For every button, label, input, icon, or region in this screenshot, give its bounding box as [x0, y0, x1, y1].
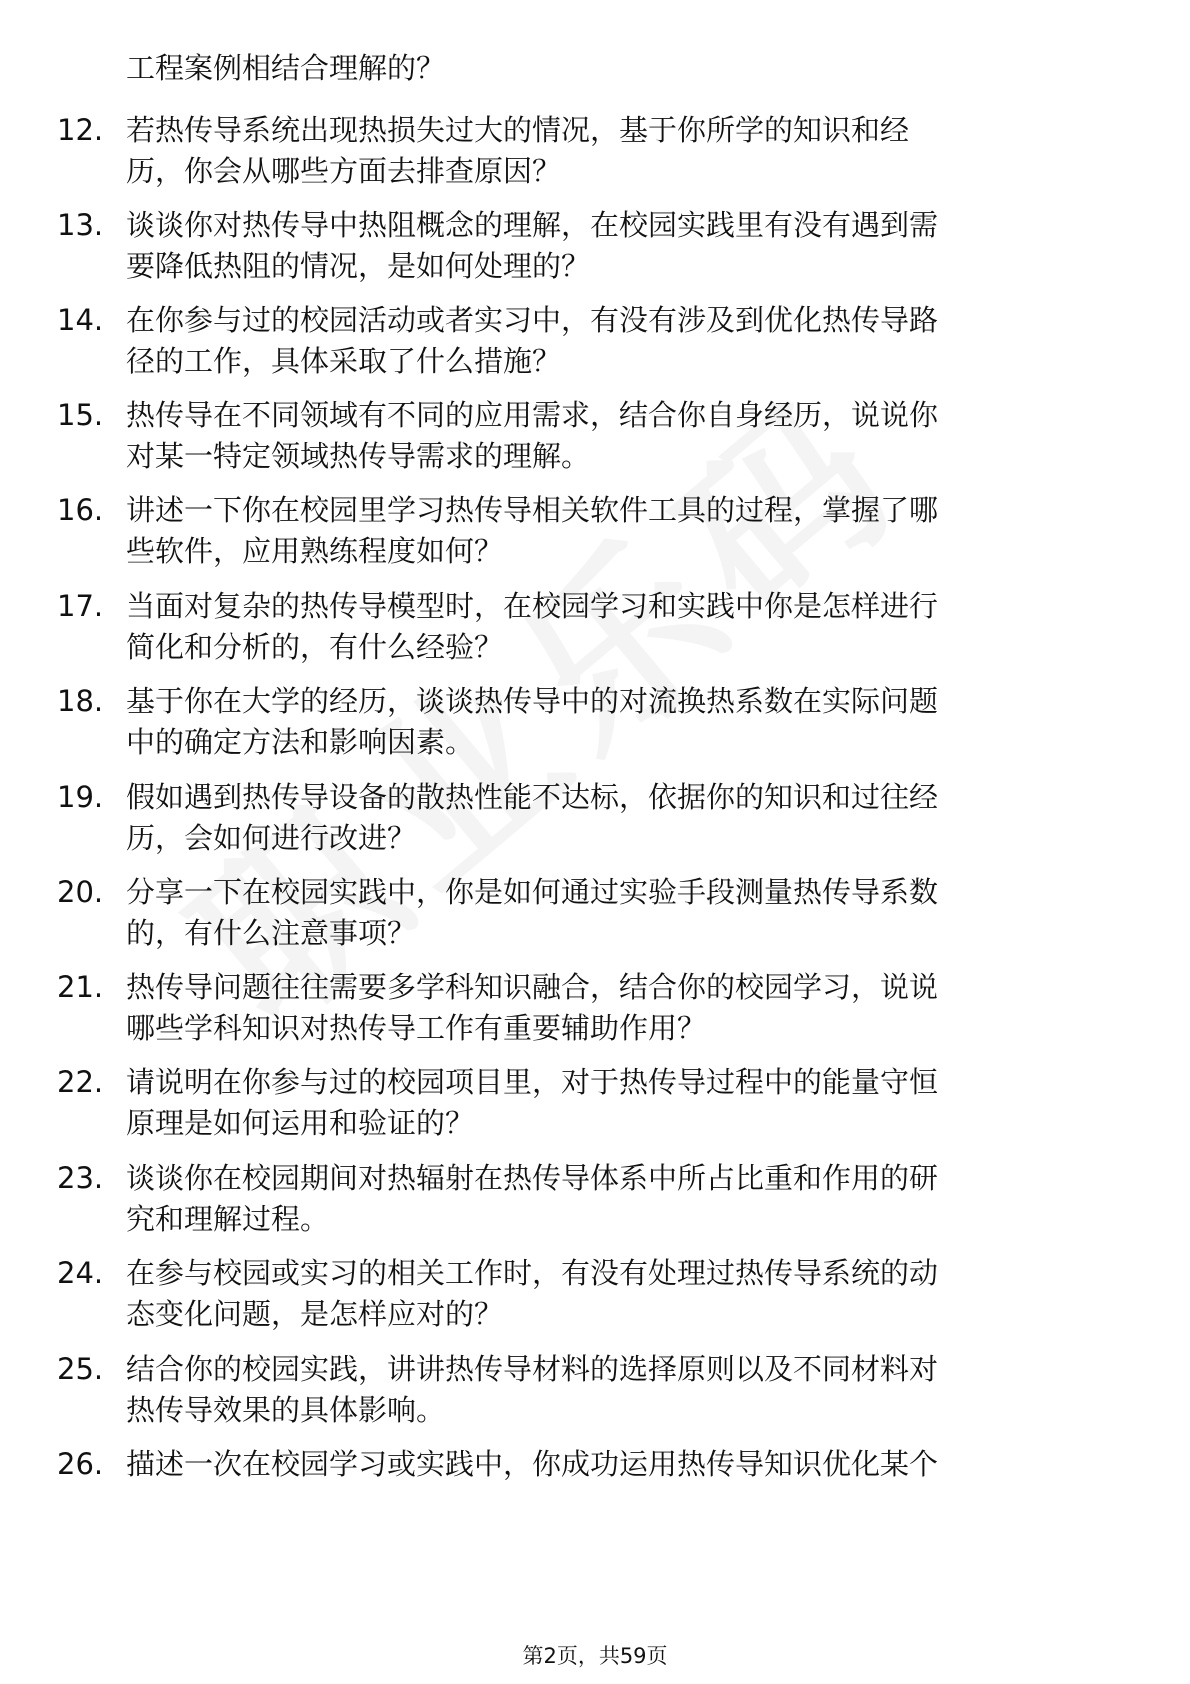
question-number: 25.	[57, 1352, 104, 1386]
question-text	[126, 300, 1126, 382]
question-item	[0, 300, 1190, 390]
question-number: 16.	[57, 493, 104, 527]
question-text	[126, 586, 1126, 668]
question-number: 21.	[57, 970, 104, 1004]
question-item	[0, 110, 1190, 200]
question-line: 热传导在不同领域有不同的应用需求，结合你自身经历，说说你	[126, 398, 939, 432]
question-line: 谈谈你对热传导中热阻概念的理解，在校园实践里有没有遇到需	[126, 208, 939, 242]
question-text	[126, 1062, 1126, 1144]
question-line: 请说明在你参与过的校园项目里，对于热传导过程中的能量守恒	[126, 1065, 939, 1099]
question-text	[126, 1444, 1126, 1485]
question-text	[126, 967, 1126, 1049]
question-line: 究和理解过程。	[126, 1202, 330, 1236]
question-number: 23.	[57, 1161, 104, 1195]
question-item	[0, 681, 1190, 771]
question-text	[126, 110, 1126, 192]
question-line: 中的确定方法和影响因素。	[126, 725, 475, 759]
question-item	[0, 872, 1190, 962]
question-line: 历，会如何进行改进？	[126, 821, 417, 855]
question-text	[126, 1349, 1126, 1431]
question-line: 若热传导系统出现热损失过大的情况，基于你所学的知识和经	[126, 113, 910, 147]
question-number: 15.	[57, 398, 104, 432]
question-item	[0, 1062, 1190, 1152]
question-number: 26.	[57, 1447, 104, 1481]
question-text	[126, 490, 1126, 572]
question-line: 假如遇到热传导设备的散热性能不达标，依据你的知识和过往经	[126, 780, 939, 814]
question-item	[0, 395, 1190, 485]
question-line: 热传导效果的具体影响。	[126, 1393, 446, 1427]
question-number: 24.	[57, 1256, 104, 1290]
question-line: 描述一次在校园学习或实践中，你成功运用热传导知识优化某个	[126, 1447, 939, 1481]
question-line: 态变化问题，是怎样应对的？	[126, 1297, 504, 1331]
question-text	[126, 1253, 1126, 1335]
question-text	[126, 395, 1126, 477]
question-number: 14.	[57, 303, 104, 337]
question-line: 分享一下在校园实践中，你是如何通过实验手段测量热传导系数	[126, 875, 939, 909]
question-line: 当面对复杂的热传导模型时，在校园学习和实践中你是怎样进行	[126, 589, 939, 623]
question-line: 热传导问题往往需要多学科知识融合，结合你的校园学习，说说	[126, 970, 939, 1004]
question-line: 基于你在大学的经历，谈谈热传导中的对流换热系数在实际问题	[126, 684, 939, 718]
question-item	[0, 777, 1190, 867]
question-number: 17.	[57, 589, 104, 623]
question-item	[0, 586, 1190, 676]
question-line: 简化和分析的，有什么经验？	[126, 630, 504, 664]
question-item	[0, 490, 1190, 580]
question-text	[126, 48, 1126, 89]
question-number: 13.	[57, 208, 104, 242]
question-item	[0, 1253, 1190, 1343]
question-line: 历，你会从哪些方面去排查原因？	[126, 154, 562, 188]
question-item	[0, 1158, 1190, 1248]
question-line: 的，有什么注意事项？	[126, 916, 417, 950]
question-line: 要降低热阻的情况，是如何处理的？	[126, 249, 591, 283]
question-item	[0, 1444, 1190, 1534]
question-line: 在参与校园或实习的相关工作时，有没有处理过热传导系统的动	[126, 1256, 939, 1290]
question-text	[126, 205, 1126, 287]
question-line: 谈谈你在校园期间对热辐射在热传导体系中所占比重和作用的研	[126, 1161, 939, 1195]
question-item	[0, 1349, 1190, 1439]
question-number: 19.	[57, 780, 104, 814]
question-item	[0, 205, 1190, 295]
question-number: 18.	[57, 684, 104, 718]
question-line: 工程案例相结合理解的？	[126, 51, 446, 85]
question-line: 对某一特定领域热传导需求的理解。	[126, 439, 591, 473]
question-item	[0, 967, 1190, 1057]
question-line: 原理是如何运用和验证的？	[126, 1106, 475, 1140]
page-footer: 第2页，共59页	[522, 1644, 668, 1668]
question-line: 在你参与过的校园活动或者实习中，有没有涉及到优化热传导路	[126, 303, 939, 337]
question-line: 些软件，应用熟练程度如何？	[126, 534, 504, 568]
question-line: 哪些学科知识对热传导工作有重要辅助作用？	[126, 1011, 707, 1045]
question-text	[126, 872, 1126, 954]
question-number: 22.	[57, 1065, 104, 1099]
question-text	[126, 1158, 1126, 1240]
question-line: 径的工作，具体采取了什么措施？	[126, 344, 562, 378]
question-number: 20.	[57, 875, 104, 909]
question-number: 12.	[57, 113, 104, 147]
question-text	[126, 777, 1126, 859]
question-line: 讲述一下你在校园里学习热传导相关软件工具的过程，掌握了哪	[126, 493, 939, 527]
question-line: 结合你的校园实践，讲讲热传导材料的选择原则以及不同材料对	[126, 1352, 939, 1386]
question-text	[126, 681, 1126, 763]
